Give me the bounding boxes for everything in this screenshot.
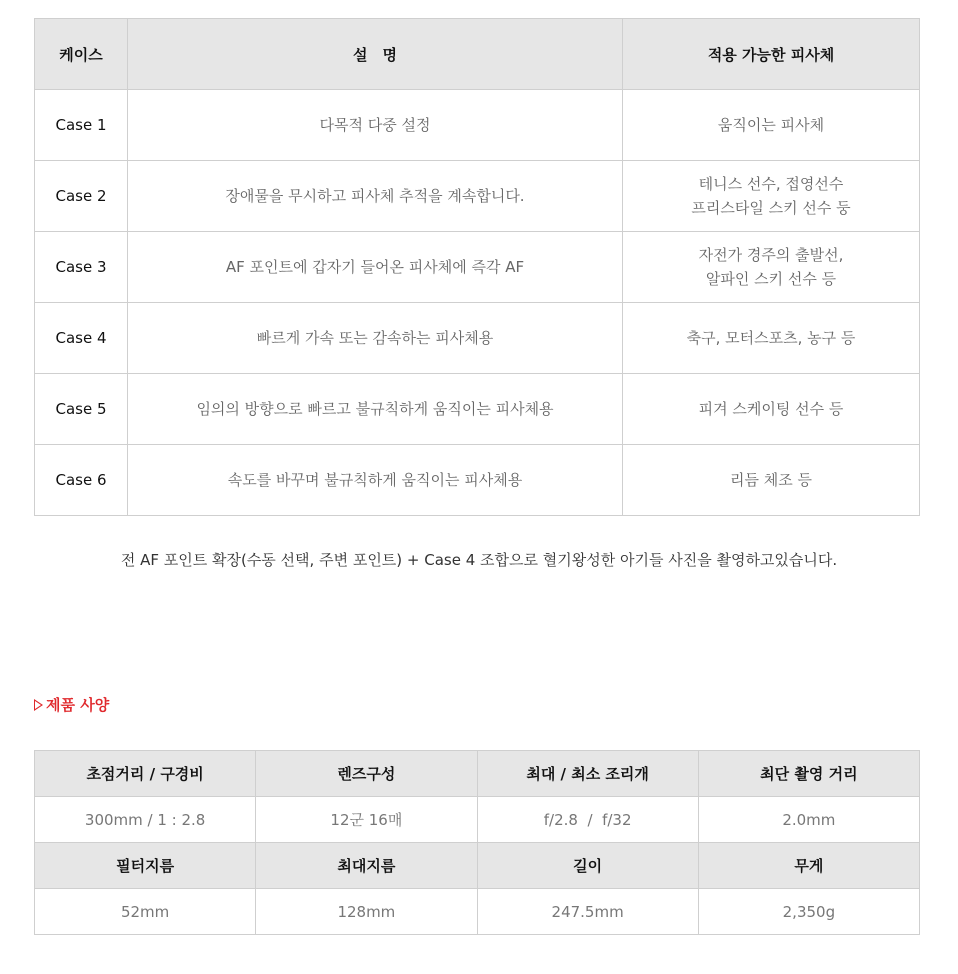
case-description: 다목적 다중 설정 <box>128 90 623 161</box>
section-title <box>34 694 109 715</box>
subject-line: 피겨 스케이팅 선수 등 <box>698 400 844 418</box>
spec-header: 무게 <box>698 843 919 889</box>
subject-line: 테니스 선수, 접영선수 <box>698 175 844 193</box>
triangle-right-outline-icon <box>34 699 43 711</box>
case-name: Case 3 <box>35 232 128 303</box>
spec-header-row <box>35 751 920 797</box>
section-title-label: 제품 사양 <box>46 696 110 714</box>
spec-value: 2,350g <box>698 889 919 935</box>
spec-header-row <box>35 843 920 889</box>
table-row <box>35 161 920 232</box>
table-row <box>35 232 920 303</box>
spec-value: f/2.8 / f/32 <box>477 797 698 843</box>
spec-header: 렌즈구성 <box>256 751 477 797</box>
spec-header: 길이 <box>477 843 698 889</box>
case-name: Case 2 <box>35 161 128 232</box>
case-description: AF 포인트에 갑자기 들어온 피사체에 즉각 AF <box>128 232 623 303</box>
spec-value-row <box>35 889 920 935</box>
spec-header: 최대지름 <box>256 843 477 889</box>
product-spec-table <box>34 750 920 935</box>
table-row <box>35 445 920 516</box>
spec-value: 128mm <box>256 889 477 935</box>
af-case-table <box>34 18 920 516</box>
case-description: 속도를 바꾸며 불규칙하게 움직이는 피사체용 <box>128 445 623 516</box>
table-row <box>35 90 920 161</box>
subject-line: 움직이는 피사체 <box>717 116 825 134</box>
subject-line: 프리스타일 스키 선수 둥 <box>691 199 851 217</box>
spec-value: 2.0mm <box>698 797 919 843</box>
case-subject <box>623 161 920 232</box>
spec-value-row <box>35 797 920 843</box>
case-subject <box>623 303 920 374</box>
spec-value: 247.5mm <box>477 889 698 935</box>
spec-value: 300mm / 1 : 2.8 <box>35 797 256 843</box>
spec-header: 최단 촬영 거리 <box>698 751 919 797</box>
case-name: Case 6 <box>35 445 128 516</box>
case-table-header-row <box>35 19 920 90</box>
usage-note: 전 AF 포인트 확장(수동 선택, 주변 포인트) + Case 4 조합으로 혈기왕성한 아기들 사진을 촬영하고있습니다. <box>120 551 838 569</box>
spec-value: 52mm <box>35 889 256 935</box>
spec-header: 필터지름 <box>35 843 256 889</box>
header-case: 케이스 <box>35 19 128 90</box>
case-name: Case 4 <box>35 303 128 374</box>
case-description: 빠르게 가속 또는 감속하는 피사체용 <box>128 303 623 374</box>
case-subject <box>623 90 920 161</box>
spec-value: 12군 16매 <box>256 797 477 843</box>
spec-header: 초점거리 / 구경비 <box>35 751 256 797</box>
case-subject <box>623 374 920 445</box>
subject-line: 리듬 체조 등 <box>730 471 812 489</box>
case-description: 장애물을 무시하고 피사체 추적을 계속합니다. <box>128 161 623 232</box>
case-name: Case 1 <box>35 90 128 161</box>
subject-line: 알파인 스키 선수 등 <box>705 270 837 288</box>
header-applicable-subject: 적용 가능한 피사체 <box>623 19 920 90</box>
case-subject <box>623 232 920 303</box>
table-row <box>35 374 920 445</box>
case-subject <box>623 445 920 516</box>
header-description: 설 명 <box>128 19 623 90</box>
spec-header: 최대 / 최소 조리개 <box>477 751 698 797</box>
case-name: Case 5 <box>35 374 128 445</box>
subject-line: 축구, 모터스포츠, 농구 등 <box>686 329 856 347</box>
case-description: 임의의 방향으로 빠르고 불규칙하게 움직이는 피사체용 <box>128 374 623 445</box>
subject-line: 자전가 경주의 출발선, <box>698 246 844 264</box>
table-row <box>35 303 920 374</box>
